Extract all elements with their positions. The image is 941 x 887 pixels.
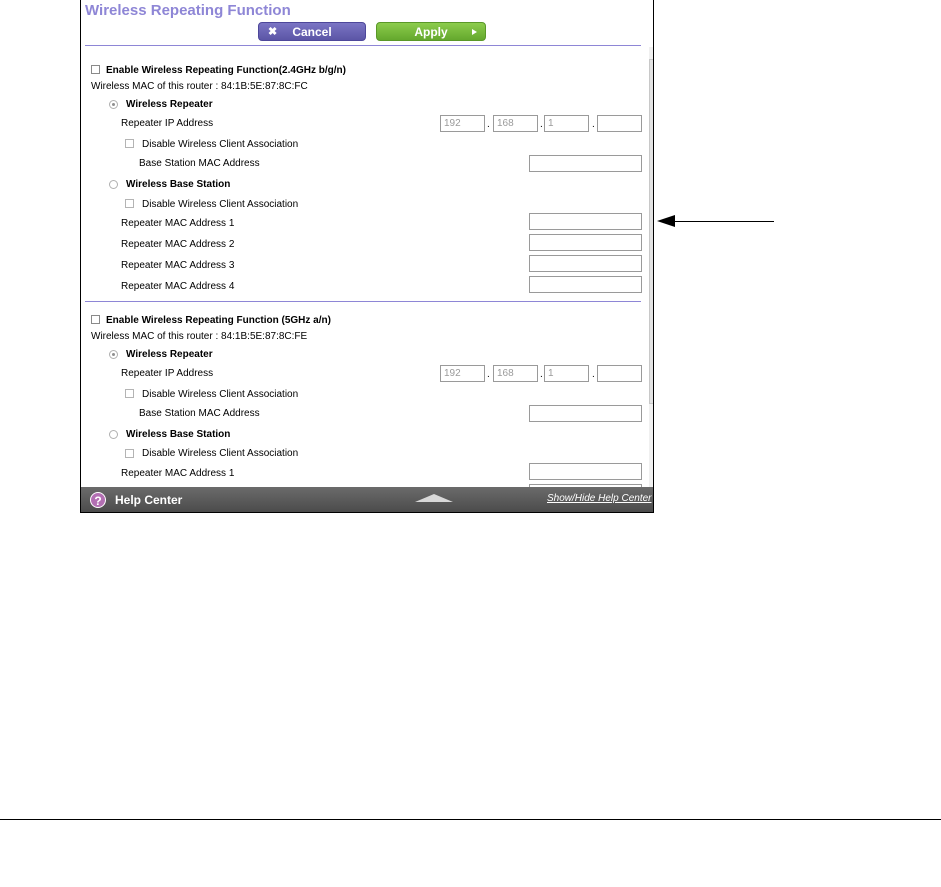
base-station-mac-5-label: Base Station MAC Address [139,408,260,419]
repeater-ip-24-octet3[interactable]: 1 [544,115,589,132]
repeater-ip-5-octet2[interactable]: 168 [493,365,538,382]
ip-dot: . [487,369,490,380]
question-icon[interactable]: ? [90,492,106,508]
section-divider [85,301,641,302]
router-settings-panel [80,0,654,513]
header-divider [85,45,641,46]
ip-dot: . [487,119,490,130]
repeater-mac-24-2-label: Repeater MAC Address 2 [121,239,235,250]
repeater-ip-5-octet1[interactable]: 192 [440,365,485,382]
disable-client-assoc-5b-label: Disable Wireless Client Association [142,448,299,459]
ip-dot: . [592,119,595,130]
page-title: Wireless Repeating Function [85,2,291,19]
mac-info-5: Wireless MAC of this router : 84:1B:5E:87:8C:FE [91,331,308,342]
enable-repeating-24-checkbox[interactable] [91,65,100,74]
base-station-mac-24-label: Base Station MAC Address [139,158,260,169]
repeater-ip-5-label: Repeater IP Address [121,368,214,379]
repeater-mac-24-3-input[interactable] [529,255,642,272]
cancel-label: Cancel [292,25,332,39]
callout-arrow-icon [657,215,675,227]
repeater-ip-24-octet1[interactable]: 192 [440,115,485,132]
ip-dot: . [540,119,543,130]
repeater-ip-5-octet3[interactable]: 1 [544,365,589,382]
ip-dot: . [592,369,595,380]
wireless-base-station-5-label: Wireless Base Station [126,429,231,440]
enable-repeating-5-checkbox[interactable] [91,315,100,324]
show-hide-help-link[interactable]: Show/Hide Help Center [547,493,652,504]
play-arrow-icon [472,29,477,35]
disable-client-assoc-24b-checkbox[interactable] [125,199,134,208]
expand-up-icon[interactable] [415,494,453,502]
ip-dot: . [540,369,543,380]
wireless-repeater-5-radio[interactable] [109,350,118,359]
wireless-repeater-24-radio[interactable] [109,100,118,109]
repeater-mac-24-3-label: Repeater MAC Address 3 [121,260,235,271]
scrollbar-thumb[interactable] [649,59,654,404]
repeater-mac-24-1-input[interactable] [529,213,642,230]
vertical-scrollbar[interactable] [649,47,654,487]
repeater-ip-24-octet2[interactable]: 168 [493,115,538,132]
page-footer-rule [0,819,941,820]
apply-button[interactable] [376,22,486,41]
help-center-bar [81,487,654,513]
mac-info-24: Wireless MAC of this router : 84:1B:5E:87:8C:FC [91,81,308,92]
callout-arrow-line [672,221,774,222]
cancel-button[interactable] [258,22,366,41]
help-center-label[interactable]: Help Center [115,493,183,507]
disable-client-assoc-5-checkbox[interactable] [125,389,134,398]
settings-scroll-area [81,47,654,487]
repeater-mac-24-1-label: Repeater MAC Address 1 [121,218,235,229]
wireless-repeater-24-label: Wireless Repeater [126,99,213,110]
repeater-mac-5-1-label: Repeater MAC Address 1 [121,468,235,479]
base-station-mac-5-input[interactable] [529,405,642,422]
close-icon: ✖ [268,26,278,38]
disable-client-assoc-24-checkbox[interactable] [125,139,134,148]
repeater-ip-24-label: Repeater IP Address [121,118,214,129]
enable-repeating-24-label: Enable Wireless Repeating Function(2.4GHz b/g/n) [106,65,346,76]
base-station-mac-24-input[interactable] [529,155,642,172]
apply-label: Apply [414,25,448,39]
repeater-ip-5-octet4[interactable] [597,365,642,382]
disable-client-assoc-24b-label: Disable Wireless Client Association [142,199,299,210]
wireless-base-station-5-radio[interactable] [109,430,118,439]
repeater-ip-24-octet4[interactable] [597,115,642,132]
repeater-mac-5-1-input[interactable] [529,463,642,480]
disable-client-assoc-5-label: Disable Wireless Client Association [142,389,299,400]
repeater-mac-24-4-input[interactable] [529,276,642,293]
enable-repeating-5-label: Enable Wireless Repeating Function (5GHz a/n) [106,315,331,326]
disable-client-assoc-24-label: Disable Wireless Client Association [142,139,299,150]
repeater-mac-24-4-label: Repeater MAC Address 4 [121,281,235,292]
repeater-mac-24-2-input[interactable] [529,234,642,251]
wireless-base-station-24-radio[interactable] [109,180,118,189]
wireless-repeater-5-label: Wireless Repeater [126,349,213,360]
wireless-base-station-24-label: Wireless Base Station [126,179,231,190]
disable-client-assoc-5b-checkbox[interactable] [125,449,134,458]
